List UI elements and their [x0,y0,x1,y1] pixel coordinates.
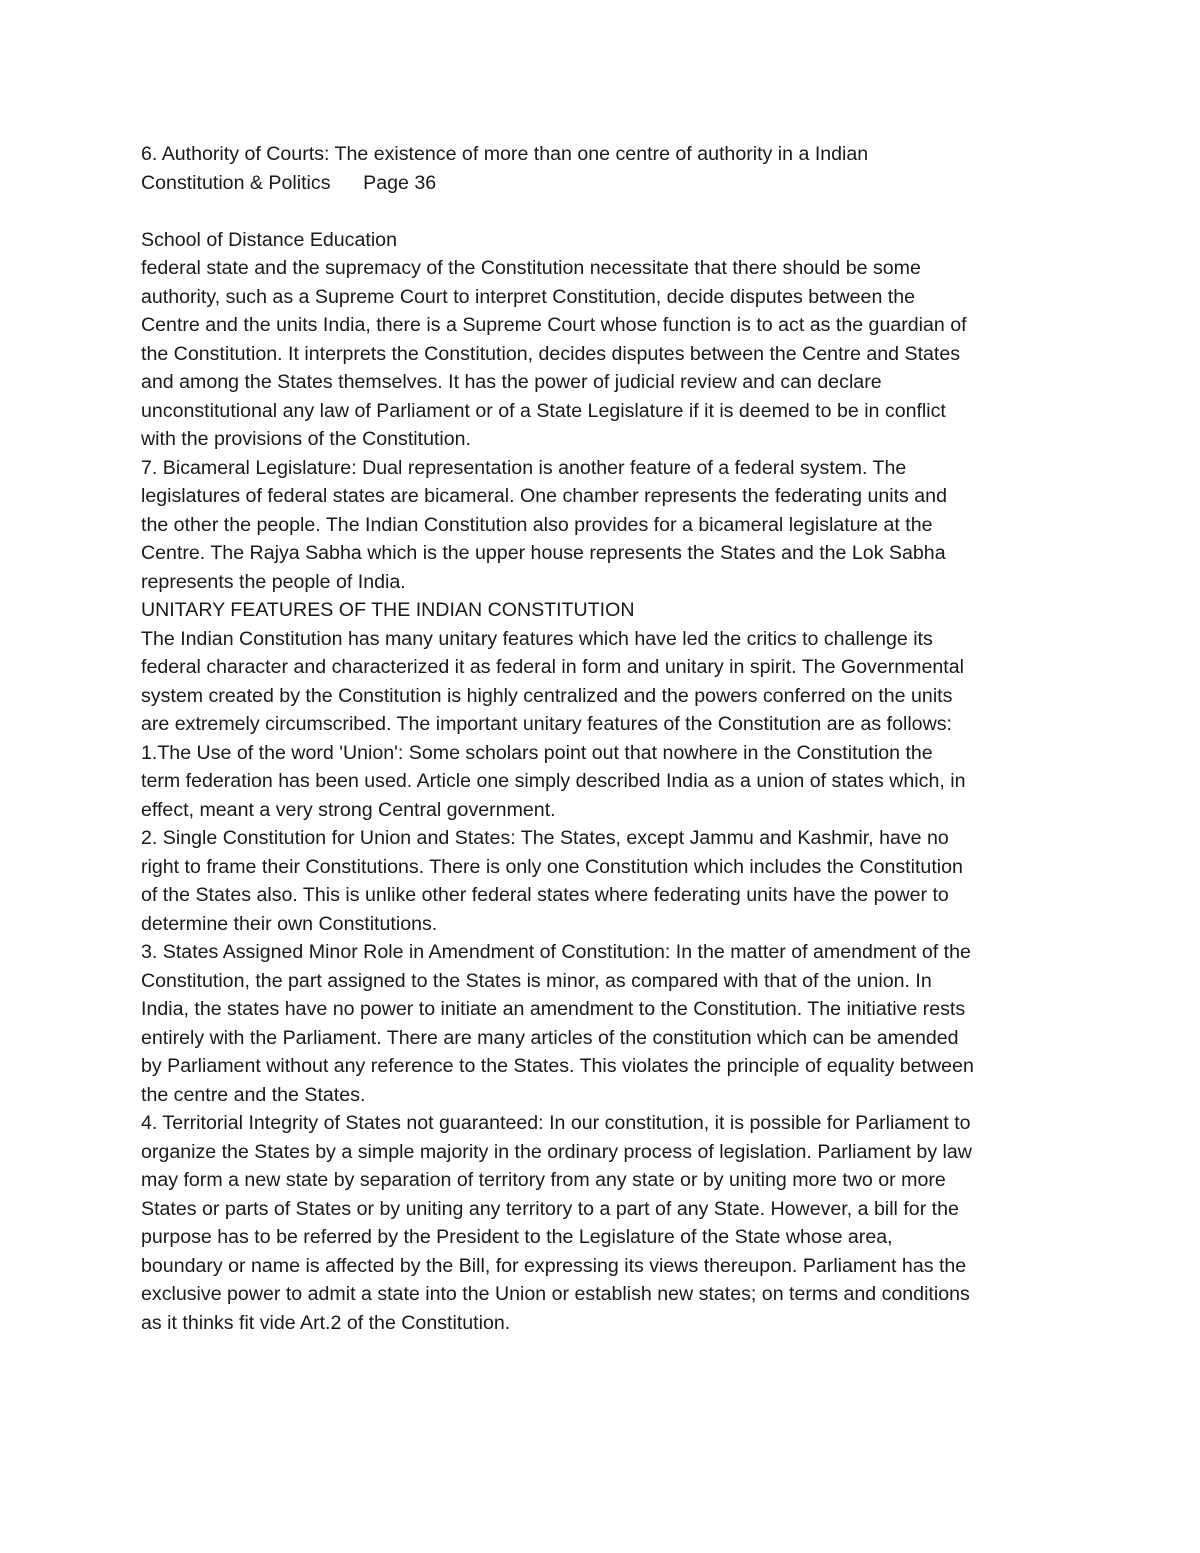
text-line: exclusive power to admit a state into the Union or establish new states; on terms and conditions [141,1283,970,1305]
text-line: 3. States Assigned Minor Role in Amendment of Constitution: In the matter of amendment of the [141,941,971,963]
main-text-block [141,226,1071,1338]
text-line: UNITARY FEATURES OF THE INDIAN CONSTITUTION [141,599,635,621]
text-line: effect, meant a very strong Central government. [141,798,556,821]
text-line: federal character and characterized it as federal in form and unitary in spirit. The Governmental [141,656,964,678]
text-line: Constitution, the part assigned to the States is minor, as compared with that of the union. In [141,969,932,992]
text-line: term federation has been used. Article one simply described India as a union of states which, in [141,770,966,792]
text-line: unconstitutional any law of Parliament or of a State Legislature if it is deemed to be in conflict [141,399,946,422]
text-line: organize the States by a simple majority in the ordinary process of legislation. Parliament by law [141,1140,972,1163]
text-line: right to frame their Constitutions. There is only one Constitution which includes the Constitution [141,855,963,878]
text-line: by Parliament without any reference to the States. This violates the principle of equality between [141,1055,974,1077]
text-line: and among the States themselves. It has the power of judicial review and can declare [141,371,882,393]
text-line: States or parts of States or by uniting any territory to a part of any State. However, a bill for the [141,1197,959,1220]
text-line: 7. Bicameral Legislature: Dual representation is another feature of a federal system. The [141,456,907,479]
text-line: entirely with the Parliament. There are many articles of the constitution which can be amended [141,1026,959,1049]
text-line: the Constitution. It interprets the Constitution, decides disputes between the Centre and States [141,342,961,365]
text-line: 2. Single Constitution for Union and States: The States, except Jammu and Kashmir, have no [141,827,949,849]
text-line: system created by the Constitution is highly centralized and the powers conferred on the units [141,684,953,707]
text-line: are extremely circumscribed. The important unitary features of the Constitution are as follows: [141,713,952,735]
text-line: as it thinks fit vide Art.2 of the Constitution. [141,1311,511,1334]
text-line: legislatures of federal states are bicameral. One chamber represents the federating units and [141,485,947,507]
text-line: 4. Territorial Integrity of States not guaranteed: In our constitution, it is possible for Parliament to [141,1112,971,1134]
text-line: the centre and the States. [141,1083,366,1106]
text-line: represents the people of India. [141,570,406,593]
page-header-line: Constitution & Politics Page 36 [141,171,437,194]
text-line: Centre and the units India, there is a Supreme Court whose function is to act as the guardian of [141,314,967,336]
text-line: authority, such as a Supreme Court to interpret Constitution, decide disputes between the [141,285,916,308]
section-header-line: School of Distance Education [141,228,397,251]
text-line: determine their own Constitutions. [141,912,438,935]
text-line: The Indian Constitution has many unitary features which have led the critics to challenge its [141,627,933,650]
text-line: may form a new state by separation of territory from any state or by uniting more two or more [141,1169,946,1191]
text-line: Centre. The Rajya Sabha which is the upper house represents the States and the Lok Sabha [141,542,946,564]
text-line: 6. Authority of Courts: The existence of more than one centre of authority in a Indian [141,143,869,165]
text-line: 1.The Use of the word 'Union': Some scholars point out that nowhere in the Constitution the [141,741,933,764]
text-line: of the States also. This is unlike other federal states where federating units have the power to [141,884,949,906]
text-line: the other the people. The Indian Constitution also provides for a bicameral legislature at the [141,513,933,536]
text-line: federal state and the supremacy of the Constitution necessitate that there should be some [141,257,921,279]
blank-line [141,197,1071,226]
text-line: India, the states have no power to initiate an amendment to the Constitution. The initiative rests [141,998,966,1020]
document-text [141,140,1071,1337]
text-line: purpose has to be referred by the President to the Legislature of the State whose area, [141,1226,893,1248]
text-line: boundary or name is affected by the Bill, for expressing its views thereupon. Parliament has the [141,1254,967,1277]
text-line: with the provisions of the Constitution. [141,428,472,450]
